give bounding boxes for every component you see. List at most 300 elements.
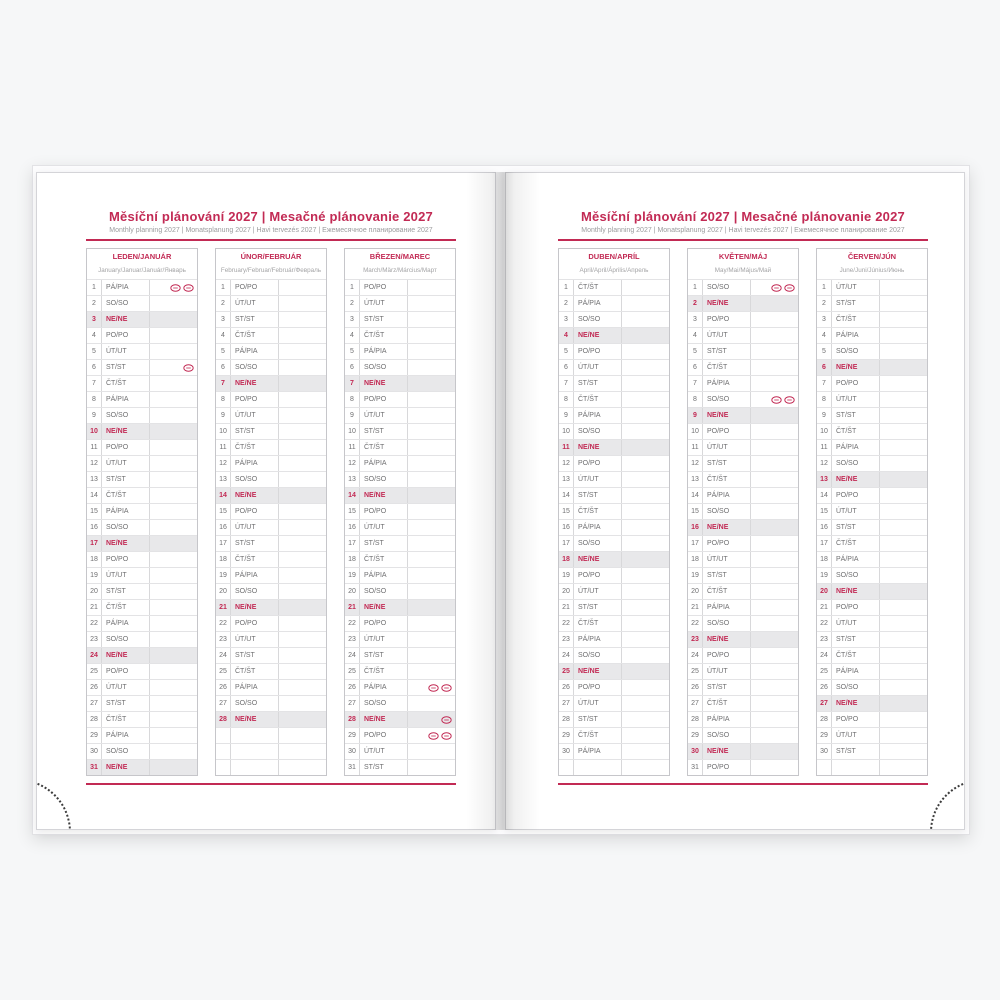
day-number: 25 (87, 664, 102, 679)
day-abbrev: PÁ/PIA (703, 488, 751, 503)
day-row (559, 727, 669, 743)
day-row (87, 295, 197, 311)
notes-area (622, 600, 669, 615)
day-abbrev: PÁ/PIA (574, 520, 622, 535)
day-number: 22 (559, 616, 574, 631)
day-row (216, 711, 326, 727)
day-number: 1 (559, 280, 574, 295)
day-abbrev: SO/SO (832, 680, 880, 695)
day-row (345, 567, 455, 583)
notes-area (408, 376, 455, 391)
day-row (216, 503, 326, 519)
day-row (817, 455, 927, 471)
day-abbrev: PÁ/PIA (703, 376, 751, 391)
day-number: 12 (559, 456, 574, 471)
day-number: 30 (87, 744, 102, 759)
notes-area (150, 440, 197, 455)
day-number: 10 (817, 424, 832, 439)
notes-area (622, 376, 669, 391)
day-row (688, 391, 798, 407)
day-abbrev: NE/NE (360, 600, 408, 615)
day-row (87, 487, 197, 503)
notes-area (408, 696, 455, 711)
day-row (817, 711, 927, 727)
day-number: 11 (345, 440, 360, 455)
day-row (688, 503, 798, 519)
day-row (345, 759, 455, 775)
notes-area (622, 424, 669, 439)
notes-area (279, 648, 326, 663)
day-row (87, 439, 197, 455)
day-abbrev: NE/NE (703, 632, 751, 647)
day-number: 1 (688, 280, 703, 295)
diary-right-page (505, 172, 965, 830)
day-number: 9 (87, 408, 102, 423)
notes-area (622, 552, 669, 567)
day-number: 11 (87, 440, 102, 455)
notes-area (880, 280, 927, 295)
day-number: 23 (688, 632, 703, 647)
day-row (559, 407, 669, 423)
day-abbrev: ÚT/UT (231, 520, 279, 535)
day-abbrev: PO/PO (832, 376, 880, 391)
day-abbrev: ST/ST (360, 760, 408, 775)
notes-area (751, 552, 798, 567)
diary-left-page (36, 172, 496, 830)
day-number: 17 (817, 536, 832, 551)
day-number: 30 (688, 744, 703, 759)
day-row (688, 663, 798, 679)
day-number: 18 (688, 552, 703, 567)
notes-area (408, 648, 455, 663)
day-abbrev: NE/NE (574, 440, 622, 455)
day-row (216, 567, 326, 583)
day-row (688, 295, 798, 311)
notes-area (408, 344, 455, 359)
day-number: 29 (87, 728, 102, 743)
day-row (559, 743, 669, 759)
page-title: Měsíční plánování 2027 | Mesačné plánovanie 2027 (581, 209, 905, 224)
day-abbrev: ÚT/UT (360, 632, 408, 647)
day-row (559, 327, 669, 343)
notes-area (150, 664, 197, 679)
filler-row (817, 759, 927, 775)
notes-area (880, 520, 927, 535)
day-row (216, 391, 326, 407)
day-number: 27 (216, 696, 231, 711)
day-row (87, 311, 197, 327)
notes-area (279, 600, 326, 615)
notes-area (279, 536, 326, 551)
day-abbrev: PÁ/PIA (360, 344, 408, 359)
day-abbrev: ČT/ŠT (574, 616, 622, 631)
notes-area (408, 360, 455, 375)
day-abbrev: ČT/ŠT (832, 424, 880, 439)
notes-area (150, 328, 197, 343)
day-number: 31 (87, 760, 102, 775)
day-abbrev: ČT/ŠT (574, 728, 622, 743)
day-row (345, 727, 455, 743)
day-row (559, 279, 669, 295)
day-abbrev: SO/SO (102, 296, 150, 311)
day-abbrev: ČT/ŠT (102, 712, 150, 727)
day-abbrev: NE/NE (703, 744, 751, 759)
day-abbrev: ČT/ŠT (360, 664, 408, 679)
day-row (817, 471, 927, 487)
notes-area (150, 504, 197, 519)
day-number: 2 (216, 296, 231, 311)
day-number: 27 (559, 696, 574, 711)
day-row (817, 423, 927, 439)
holiday-badge-icon (771, 396, 782, 404)
day-row (87, 327, 197, 343)
notes-area (880, 712, 927, 727)
notes-area (751, 536, 798, 551)
notes-area (622, 696, 669, 711)
notes-area (279, 312, 326, 327)
day-abbrev: SO/SO (360, 472, 408, 487)
notes-area (751, 296, 798, 311)
day-number: 6 (216, 360, 231, 375)
notes-area (622, 344, 669, 359)
day-abbrev: ST/ST (360, 648, 408, 663)
day-row (817, 439, 927, 455)
day-abbrev: SO/SO (102, 744, 150, 759)
day-number: 7 (345, 376, 360, 391)
day-row (688, 375, 798, 391)
notes-area (150, 552, 197, 567)
day-abbrev: SO/SO (102, 632, 150, 647)
day-number: 23 (559, 632, 574, 647)
day-number: 11 (559, 440, 574, 455)
day-abbrev: PÁ/PIA (574, 296, 622, 311)
month-name: BŘEZEN/MAREC (369, 252, 431, 261)
day-abbrev: PO/PO (102, 328, 150, 343)
day-abbrev: ÚT/UT (360, 744, 408, 759)
day-row (817, 311, 927, 327)
day-abbrev: SO/SO (360, 360, 408, 375)
notes-area (408, 280, 455, 295)
notes-area (279, 664, 326, 679)
notes-area (150, 600, 197, 615)
notes-area (150, 760, 197, 775)
day-row (345, 599, 455, 615)
day-number: 17 (87, 536, 102, 551)
notes-area (751, 312, 798, 327)
day-row (216, 295, 326, 311)
notes-area (880, 744, 927, 759)
day-abbrev: NE/NE (102, 760, 150, 775)
day-number: 19 (559, 568, 574, 583)
month-table (687, 248, 799, 776)
day-row (216, 519, 326, 535)
notes-area (150, 424, 197, 439)
day-abbrev: ST/ST (832, 520, 880, 535)
day-number: 8 (87, 392, 102, 407)
day-number: 7 (87, 376, 102, 391)
day-number: 2 (817, 296, 832, 311)
day-row (345, 471, 455, 487)
day-abbrev: ČT/ŠT (574, 392, 622, 407)
day-abbrev: SO/SO (574, 648, 622, 663)
notes-area (150, 648, 197, 663)
month-column (687, 248, 799, 776)
day-abbrev (231, 760, 279, 775)
month-column (86, 248, 198, 776)
day-abbrev: PÁ/PIA (703, 712, 751, 727)
notes-area (622, 760, 669, 775)
day-row (688, 695, 798, 711)
day-number: 26 (559, 680, 574, 695)
day-number: 19 (87, 568, 102, 583)
notes-area (751, 696, 798, 711)
notes-area (150, 408, 197, 423)
notes-area (279, 552, 326, 567)
day-row (345, 359, 455, 375)
notes-area (150, 584, 197, 599)
day-row (345, 711, 455, 727)
day-row (688, 599, 798, 615)
day-abbrev: PO/PO (832, 600, 880, 615)
day-row (87, 695, 197, 711)
notes-area (622, 744, 669, 759)
day-number: 16 (216, 520, 231, 535)
day-row (87, 455, 197, 471)
day-number: 25 (216, 664, 231, 679)
notes-area (408, 712, 455, 727)
day-number: 6 (87, 360, 102, 375)
day-abbrev: SO/SO (231, 696, 279, 711)
notes-area (622, 328, 669, 343)
day-abbrev: ÚT/UT (102, 568, 150, 583)
day-row (688, 615, 798, 631)
holiday-badge-icon (784, 284, 795, 292)
page-subtitle: Monthly planning 2027 | Monatsplanung 2027 | Havi tervezés 2027 | Ежемесячное планирование 2027 (581, 227, 905, 234)
day-row (87, 279, 197, 295)
day-abbrev: NE/NE (231, 712, 279, 727)
day-number: 23 (345, 632, 360, 647)
day-row (688, 583, 798, 599)
day-row (216, 695, 326, 711)
day-number: 18 (345, 552, 360, 567)
day-number: 20 (216, 584, 231, 599)
day-number: 21 (559, 600, 574, 615)
day-abbrev: NE/NE (102, 312, 150, 327)
notes-area (150, 728, 197, 743)
notes-area (150, 280, 197, 295)
day-row (87, 679, 197, 695)
notes-area (408, 504, 455, 519)
day-number: 20 (688, 584, 703, 599)
day-number (817, 760, 832, 775)
day-abbrev: ČT/ŠT (102, 488, 150, 503)
bottom-rule (86, 783, 456, 785)
day-number: 13 (216, 472, 231, 487)
day-abbrev: ST/ST (574, 600, 622, 615)
day-number: 13 (817, 472, 832, 487)
day-abbrev: NE/NE (703, 296, 751, 311)
day-row (559, 615, 669, 631)
day-number: 22 (688, 616, 703, 631)
day-number: 18 (87, 552, 102, 567)
notes-area (751, 712, 798, 727)
day-abbrev: ÚT/UT (360, 408, 408, 423)
day-row (688, 279, 798, 295)
day-abbrev: PO/PO (102, 664, 150, 679)
day-number: 1 (345, 280, 360, 295)
day-abbrev: PO/PO (832, 488, 880, 503)
day-abbrev: ÚT/UT (102, 344, 150, 359)
day-abbrev: NE/NE (102, 536, 150, 551)
notes-area (408, 728, 455, 743)
day-row (345, 391, 455, 407)
notes-area (622, 616, 669, 631)
day-row (559, 583, 669, 599)
notes-area (279, 456, 326, 471)
notes-area (408, 328, 455, 343)
day-row (345, 519, 455, 535)
day-abbrev: ÚT/UT (703, 328, 751, 343)
day-abbrev: PÁ/PIA (832, 664, 880, 679)
notes-area (150, 312, 197, 327)
day-abbrev: ÚT/UT (832, 504, 880, 519)
day-abbrev: ČT/ŠT (231, 552, 279, 567)
day-number: 26 (345, 680, 360, 695)
day-number: 11 (817, 440, 832, 455)
day-abbrev: PÁ/PIA (231, 344, 279, 359)
day-number: 25 (688, 664, 703, 679)
day-row (559, 647, 669, 663)
day-abbrev: ÚT/UT (832, 616, 880, 631)
page-subtitle: Monthly planning 2027 | Monatsplanung 2027 | Havi tervezés 2027 | Ежемесячное планирование 2027 (109, 227, 433, 234)
notes-area (751, 616, 798, 631)
day-abbrev: ÚT/UT (832, 392, 880, 407)
day-row (559, 439, 669, 455)
day-abbrev: ČT/ŠT (231, 664, 279, 679)
day-row (817, 535, 927, 551)
day-abbrev: SO/SO (231, 360, 279, 375)
day-abbrev: ČT/ŠT (102, 376, 150, 391)
day-abbrev: ČT/ŠT (832, 536, 880, 551)
day-row (559, 599, 669, 615)
day-row (345, 551, 455, 567)
day-row (87, 663, 197, 679)
day-number: 29 (817, 728, 832, 743)
day-abbrev: PO/PO (574, 568, 622, 583)
day-number: 8 (688, 392, 703, 407)
day-number: 18 (216, 552, 231, 567)
day-number: 9 (817, 408, 832, 423)
month-subtitle: May/Mai/Május/Май (714, 267, 772, 274)
day-number: 8 (216, 392, 231, 407)
notes-area (622, 712, 669, 727)
holiday-badge-icon (441, 716, 452, 724)
day-number: 15 (817, 504, 832, 519)
day-number: 17 (688, 536, 703, 551)
day-number: 14 (345, 488, 360, 503)
day-abbrev: PÁ/PIA (360, 568, 408, 583)
day-abbrev: PÁ/PIA (102, 280, 150, 295)
notes-area (880, 488, 927, 503)
day-number: 29 (688, 728, 703, 743)
day-row (216, 663, 326, 679)
day-row (688, 727, 798, 743)
day-number: 7 (559, 376, 574, 391)
notes-area (279, 504, 326, 519)
day-number: 4 (87, 328, 102, 343)
day-abbrev: ST/ST (360, 536, 408, 551)
day-number: 21 (87, 600, 102, 615)
notes-area (408, 552, 455, 567)
day-abbrev: ÚT/UT (231, 408, 279, 423)
notes-area (150, 520, 197, 535)
notes-area (622, 584, 669, 599)
day-number: 28 (817, 712, 832, 727)
day-row (87, 503, 197, 519)
day-number: 3 (559, 312, 574, 327)
day-row (817, 583, 927, 599)
day-row (817, 695, 927, 711)
notes-area (751, 328, 798, 343)
day-abbrev: NE/NE (832, 696, 880, 711)
day-abbrev: PO/PO (703, 648, 751, 663)
notes-area (279, 632, 326, 647)
month-column (816, 248, 928, 776)
day-abbrev: PÁ/PIA (703, 600, 751, 615)
day-row (688, 711, 798, 727)
day-row (216, 615, 326, 631)
day-number: 27 (688, 696, 703, 711)
day-number: 16 (87, 520, 102, 535)
day-abbrev: SO/SO (832, 456, 880, 471)
day-abbrev: PÁ/PIA (231, 680, 279, 695)
day-number: 24 (87, 648, 102, 663)
day-number: 30 (559, 744, 574, 759)
day-abbrev: ÚT/UT (703, 440, 751, 455)
day-abbrev: SO/SO (102, 520, 150, 535)
notes-area (622, 648, 669, 663)
day-row (688, 471, 798, 487)
day-row (688, 551, 798, 567)
day-row (216, 359, 326, 375)
notes-area (622, 360, 669, 375)
day-abbrev: PÁ/PIA (574, 744, 622, 759)
day-row (345, 631, 455, 647)
notes-area (751, 392, 798, 407)
day-number: 31 (345, 760, 360, 775)
day-row (817, 391, 927, 407)
day-number: 30 (817, 744, 832, 759)
day-row (559, 663, 669, 679)
day-abbrev: PO/PO (231, 392, 279, 407)
month-table (215, 248, 327, 776)
day-number: 3 (216, 312, 231, 327)
day-abbrev: ČT/ŠT (703, 584, 751, 599)
day-row (559, 471, 669, 487)
day-row (688, 327, 798, 343)
day-abbrev: ÚT/UT (832, 728, 880, 743)
day-number: 21 (817, 600, 832, 615)
day-row (559, 535, 669, 551)
notes-area (622, 520, 669, 535)
day-number: 1 (817, 280, 832, 295)
day-number: 4 (688, 328, 703, 343)
notes-area (279, 568, 326, 583)
notes-area (622, 312, 669, 327)
day-abbrev: PO/PO (102, 440, 150, 455)
day-number: 21 (345, 600, 360, 615)
day-abbrev: PO/PO (832, 712, 880, 727)
